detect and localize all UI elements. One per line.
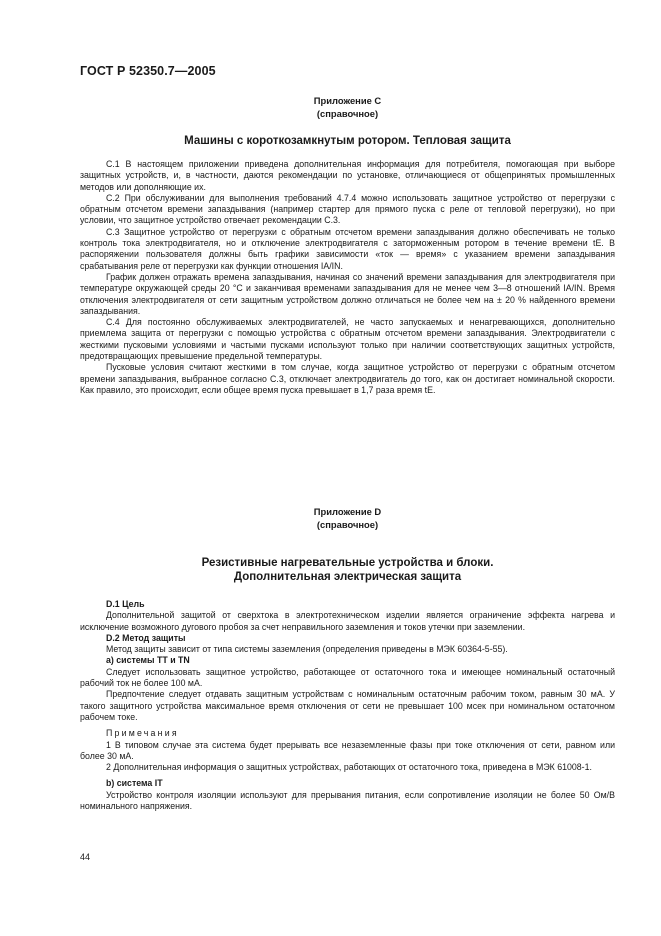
subsection-a-text2: Предпочтение следует отдавать защитным устройствам с номинальным остаточным рабочим током, равным 30 мА. У такого защитного устройства максимальное время отключения от сети не превышает 100 мсек при номинальном остаточном рабочем токе. (80, 689, 615, 722)
section-d1-heading: D.1 Цель (106, 599, 145, 609)
section-d2-heading: D.2 Метод защиты (106, 632, 186, 643)
note-1: 1 В типовом случае эта система будет прерывать все незаземленные фазы при токе отключения от сети, равном или более 30 мА. (80, 739, 615, 761)
annex-c-body (80, 159, 615, 396)
notes-heading: Примечания (106, 728, 179, 739)
annex-c-title: Машины с короткозамкнутым ротором. Тепловая защита (184, 135, 511, 147)
subsection-b-heading: b) система IT (106, 778, 163, 789)
annex-d-type: (справочное) (316, 519, 379, 530)
page-number: 44 (80, 852, 91, 862)
subsection-a-heading: а) системы ТТ и TN (106, 655, 190, 666)
note-2: 2 Дополнительная информация о защитных устройствах, работающих от остаточного тока, приведена в МЭК 61008-1. (106, 762, 592, 773)
document-header: ГОСТ Р 52350.7—2005 (80, 64, 216, 78)
annex-c-label: Приложение С (313, 95, 382, 106)
subsection-a-text1: Следует использовать защитное устройство, работающее от остаточного тока и имеющее номинальный остаточный рабочий ток не более 100 мА. (80, 666, 615, 689)
subsection-b-text: Устройство контроля изоляции используют для прерывания питания, если сопротивление изоляции не более 50 Ом/В номинального напряжения. (80, 789, 615, 812)
paragraph-c3-graph: График должен отражать времена запаздывания, начиная со значений времени запаздывания для электродвигателя при температуре окружающей среды 20 °С и заканчивая временами запаздывания для не менее чем 3—8 отношений IA/IN. Время отключения электродвигателя от сети защитным устройством должно отличаться не более чем на ± 20 % найденного времени запаздывания. (80, 271, 615, 316)
section-d1-text: Дополнительной защитой от сверхтока в электротехническом изделии является ограничение эффекта нагрева и исключение возможного дугового пробоя за счет неправильного заземления и токов утечки при заземлении. (80, 610, 615, 632)
annex-d-title-line1: Резистивные нагревательные устройства и блоки. (201, 557, 494, 569)
paragraph-c1: С.1 В настоящем приложении приведена дополнительная информация для потребителя, помогающая при выборе защитных устройств, и, в частности, даются рекомендации по установке, отличающиеся от общепринятых промышленных методов или дополняющие их. (80, 159, 615, 192)
annex-d-label: Приложение D (313, 506, 382, 517)
annex-c-type: (справочное) (316, 108, 379, 119)
paragraph-c4: С.4 Для постоянно обслуживаемых электродвигателей, не часто запускаемых и ненагревающихся, дополнительно приемлема защита от перегрузки с помощью устройства с обратным отсчетом времени запаздывания. Электродвигатели с жесткими пусковыми условиями и частыми пусками используют только при наличии соответствующих защитных устройств, предотвращающих превышение предельной температуры. (80, 317, 615, 362)
paragraph-c2: С.2 При обслуживании для выполнения требований 4.7.4 можно использовать защитное устройство от перегрузки с обратным отсчетом времени запаздывания (например стартер для прямого пуска с реле от тепловой перегрузки), но при условии, что защитное устройство отвечает рекомендации С.3. (80, 192, 615, 226)
annex-d-body (80, 599, 615, 812)
paragraph-c3: С.3 Защитное устройство от перегрузки с обратным отсчетом времени запаздывания должно обеспечивать не только контроль тока электродвигателя, но и отключение электродвигателя с заторможенным ротором в течение времени tE. В распоряжении пользователя должны быть графики зависимости «ток — время» с указанием времени запаздывания срабатывания реле от перегрузки как функции отношения IA/IN. (80, 226, 615, 271)
section-d2-text: Метод защиты зависит от типа системы заземления (определения приведены в МЭК 60364-5-55). (106, 644, 508, 655)
annex-d-title-line2: Дополнительная электрическая защита (233, 571, 462, 583)
paragraph-c4-start: Пусковые условия считают жесткими в том случае, когда защитное устройство от перегрузки с обратным отсчетом времени запаздывания, выбранное согласно С.3, отключает электродвигатель до того, как он достигает номинальной скорости. Как правило, это происходит, если общее время пуска превышает в 1,7 раза время tE. (80, 362, 615, 395)
